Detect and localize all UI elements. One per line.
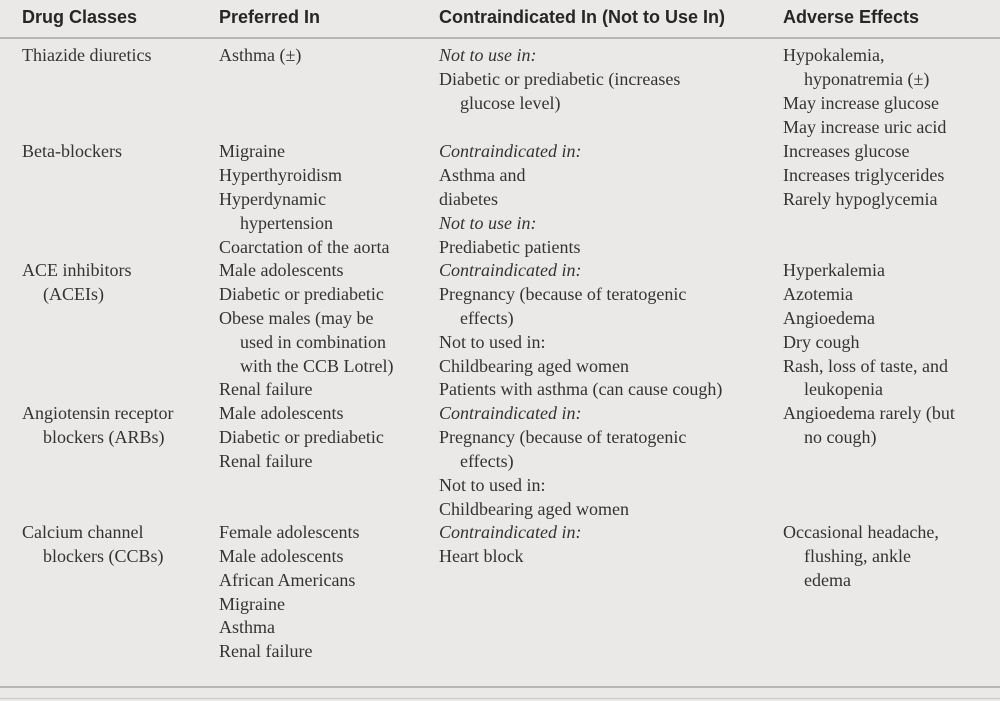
header-adverse-effects: Adverse Effects (783, 7, 920, 27)
cell-line: African Americans (219, 570, 356, 590)
cell-line: Hyperthyroidism (219, 165, 342, 185)
cell-line: Migraine (219, 594, 285, 614)
cell-subheading: Not to use in: (439, 45, 537, 65)
header-preferred-in: Preferred In (219, 7, 321, 27)
header-rule (0, 37, 1000, 39)
cell-line: Not to used in: (439, 332, 546, 352)
cell-line: Occasional headache, (783, 522, 939, 542)
cell-line: flushing, ankle (804, 546, 911, 566)
cell-line: Obese males (may be (219, 308, 374, 328)
cell-line: Hyperdynamic (219, 189, 326, 209)
cell-line: Hypokalemia, (783, 45, 885, 65)
cell-subheading: Contraindicated in: (439, 403, 582, 423)
cell-line: Hyperkalemia (783, 260, 885, 280)
cell-line: hypertension (240, 213, 333, 233)
cell-line: blockers (ARBs) (43, 427, 165, 447)
cell-line: Renal failure (219, 451, 313, 471)
cell-line: Asthma and (439, 165, 526, 185)
cell-line: used in combination (240, 332, 386, 352)
cell-subheading: Contraindicated in: (439, 522, 582, 542)
cell-line: effects) (460, 451, 514, 471)
cell-line: glucose level) (460, 93, 561, 113)
cell-line: Male adolescents (219, 260, 344, 280)
cell-line: Rarely hypoglycemia (783, 189, 938, 209)
cell-line: Angioedema (783, 308, 875, 328)
cell-line: Diabetic or prediabetic (219, 284, 384, 304)
cell-line: Childbearing aged women (439, 499, 629, 519)
table-bottom-rule (0, 686, 1000, 688)
cell-line: Azotemia (783, 284, 853, 304)
cell-subheading: Contraindicated in: (439, 260, 582, 280)
cell-line: diabetes (439, 189, 498, 209)
cell-line: Angioedema rarely (but (783, 403, 955, 423)
cell-line: May increase glucose (783, 93, 939, 113)
cell-line: Coarctation of the aorta (219, 237, 390, 257)
cell-line: Renal failure (219, 641, 313, 661)
cell-line: Childbearing aged women (439, 356, 629, 376)
cell-line: leukopenia (804, 379, 883, 399)
cell-line: Asthma (219, 617, 275, 637)
cell-line: Asthma (±) (219, 45, 302, 65)
cell-line: May increase uric acid (783, 117, 947, 137)
cell-line: Heart block (439, 546, 524, 566)
cell-line: Diabetic or prediabetic (219, 427, 384, 447)
cell-line: Patients with asthma (can cause cough) (439, 379, 723, 399)
table-header (0, 0, 1000, 36)
header-contraindicated-in: Contraindicated In (Not to Use In) (439, 7, 725, 27)
cell-line: Increases glucose (783, 141, 910, 161)
cell-line: Pregnancy (because of teratogenic (439, 284, 687, 304)
cell-line: Diabetic or prediabetic (increases (439, 69, 681, 89)
cell-line: Dry cough (783, 332, 860, 352)
cell-line: Male adolescents (219, 546, 344, 566)
cell-line: Increases triglycerides (783, 165, 945, 185)
cell-subheading: Contraindicated in: (439, 141, 582, 161)
cell-line: Beta-blockers (22, 141, 122, 161)
cell-line: Female adolescents (219, 522, 360, 542)
cell-line: blockers (CCBs) (43, 546, 164, 566)
cell-line: Not to used in: (439, 475, 546, 495)
header-drug-classes: Drug Classes (22, 7, 138, 27)
cell-line: Pregnancy (because of teratogenic (439, 427, 687, 447)
cell-line: Rash, loss of taste, and (783, 356, 948, 376)
cell-line: hyponatremia (±) (804, 69, 930, 89)
cell-line: Migraine (219, 141, 285, 161)
cell-line: (ACEIs) (43, 284, 104, 304)
cell-line: Angiotensin receptor (22, 403, 174, 423)
cell-line: Calcium channel (22, 522, 144, 542)
cell-line: no cough) (804, 427, 877, 447)
cell-line: effects) (460, 308, 514, 328)
cell-line: Male adolescents (219, 403, 344, 423)
cell-line: Thiazide diuretics (22, 45, 152, 65)
cell-subheading: Not to use in: (439, 213, 537, 233)
page-bottom-rule (0, 698, 1000, 699)
cell-line: with the CCB Lotrel) (240, 356, 394, 376)
cell-line: edema (804, 570, 851, 590)
cell-line: ACE inhibitors (22, 260, 132, 280)
cell-line: Renal failure (219, 379, 313, 399)
cell-line: Prediabetic patients (439, 237, 581, 257)
